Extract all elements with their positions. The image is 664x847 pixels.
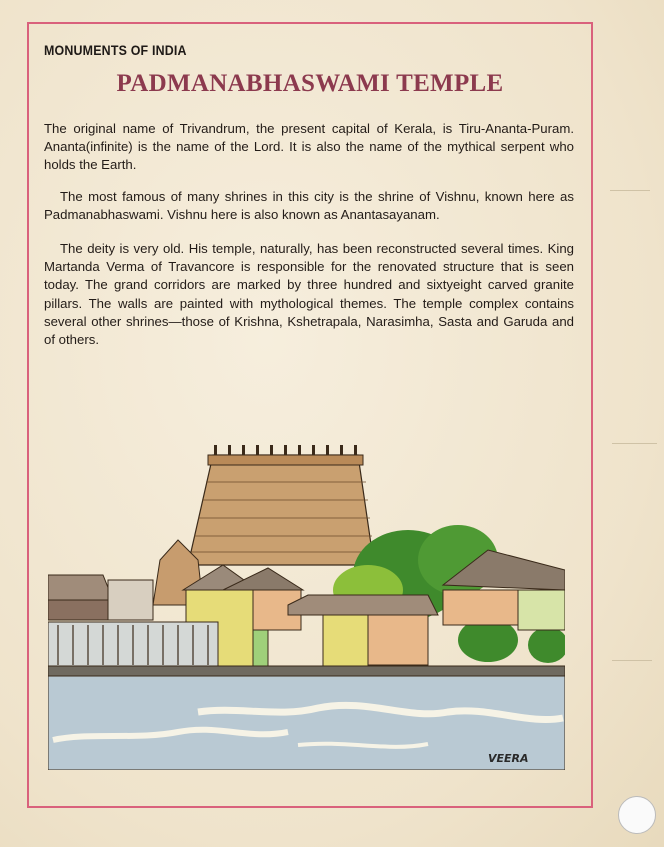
artist-signature: VEERA	[488, 752, 529, 765]
paragraph-2: The most famous of many shrines in this city is the shrine of Vishnu, known here as Padmanabhaswami. Vishnu here is also known as Anantasayanam.	[44, 189, 574, 223]
page-title: PADMANABHASWAMI TEMPLE	[116, 70, 504, 97]
paragraph-1: The original name of Trivandrum, the present capital of Kerala, is Tiru-Ananta-Puram. Ananta(infinite) is the name of the Lord. It is also the name of the mythical serpent who holds the Earth.	[44, 121, 574, 173]
gopuram-tower	[188, 445, 374, 565]
paper-crease	[612, 443, 657, 444]
section-label: MONUMENTS OF INDIA	[44, 43, 187, 58]
watermark-logo	[618, 796, 656, 834]
paper-crease	[612, 660, 652, 661]
temple-illustration	[48, 440, 565, 770]
paragraph-3: The deity is very old. His temple, naturally, has been reconstructed several times. King Martanda Verma of Travancore is responsible for the renovated structure that is seen today. The grand corridors are marked by three hundred and sixtyeight carved granite pillars. The walls are painted with mythological themes. The temple complex contains several other shrines—those of Krishna, Kshetrapala, Narasimha, Sasta and Garuda and of others.	[44, 241, 574, 348]
paper-crease	[610, 190, 650, 191]
